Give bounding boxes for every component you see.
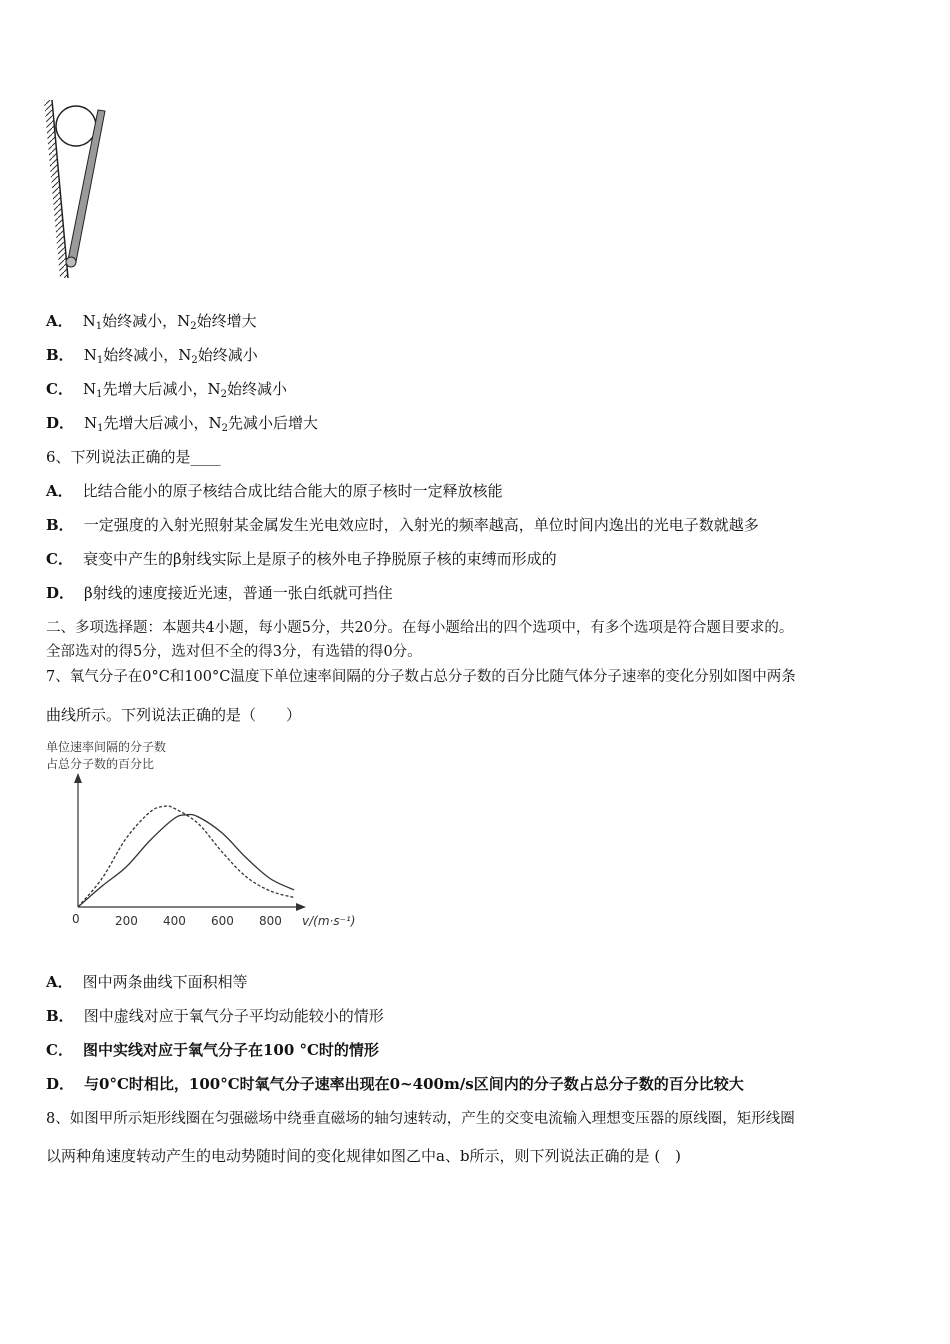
q8-stem-line1: 8、如图甲所示矩形线圈在匀强磁场中绕垂直磁场的轴匀速转动，产生的交变电流输入理想变压器的原线圈，矩形线圈 [46, 1111, 795, 1127]
hinge [66, 257, 76, 267]
q7-stem-line2: 曲线所示。下列说法正确的是（ ） [46, 706, 302, 724]
q5-option-a[interactable]: A． $N_1$始终减小，$N_2$始终增大 [46, 312, 257, 332]
chart-xtick-label: 600 [211, 914, 234, 928]
section2-line2: 全部选对的得5分，选对但不全的得3分，有选错的得0分。 [46, 644, 422, 660]
q7-option-d[interactable]: D． 与0°C时相比，100°C时氧气分子速率出现在0~400m/s区间内的分子数占总分子数的百分比较大 [46, 1075, 744, 1093]
q8-stem-line2: 以两种角速度转动产生的电动势随时间的变化规律如图乙中a、b所示，则下列说法正确的是 ( ) [46, 1147, 682, 1165]
chart-x-arrow [296, 903, 306, 911]
q7-option-c[interactable]: C． 图中实线对应于氧气分子在100 °C时的情形 [46, 1041, 379, 1059]
q6-option-b[interactable]: B． 一定强度的入射光照射某金属发生光电效应时，入射光的频率越高，单位时间内逸出的光电子数就越多 [46, 516, 759, 534]
chart-origin-label: 0 [72, 912, 80, 926]
ball [56, 106, 96, 146]
q6-stem: 6、下列说法正确的是____ [46, 448, 221, 466]
chart-xlabel: v/(m·s⁻¹) [302, 914, 356, 928]
q7-stem-line1: 7、氧气分子在0°C和100°C温度下单位速率间隔的分子数占总分子数的百分比随气体分子速率的变化分别如图中两条 [46, 669, 796, 685]
q5-option-b[interactable]: B． $N_1$始终减小，$N_2$始终减小 [46, 346, 258, 366]
q6-option-a[interactable]: A． 比结合能小的原子核结合成比结合能大的原子核时一定释放核能 [46, 482, 503, 500]
chart-xtick-label: 200 [115, 914, 138, 928]
chart-ylabel-line2: 占总分子数的百分比 [46, 757, 155, 771]
q5-option-d[interactable]: D． $N_1$先增大后减小，$N_2$先减小后增大 [46, 414, 319, 434]
speed-distribution-chart [40, 735, 370, 940]
wall-ball-board-figure [40, 98, 120, 293]
q5-option-c[interactable]: C． $N_1$先增大后减小，$N_2$始终减小 [46, 380, 287, 400]
chart-xtick-label: 400 [163, 914, 186, 928]
q6-option-d[interactable]: D． β射线的速度接近光速，普通一张白纸就可挡住 [46, 584, 393, 602]
curve-dashed [78, 806, 294, 907]
chart-ylabel-line1: 单位速率间隔的分子数 [46, 740, 167, 754]
section2-line1: 二、多项选择题：本题共4小题，每小题5分，共20分。在每小题给出的四个选项中，有多个选项是符合题目要求的。 [46, 620, 794, 636]
chart-y-arrow [74, 773, 82, 783]
q7-option-a[interactable]: A． 图中两条曲线下面积相等 [46, 973, 248, 991]
q6-option-c[interactable]: C． 衰变中产生的β射线实际上是原子的核外电子挣脱原子核的束缚而形成的 [46, 550, 557, 568]
q7-option-b[interactable]: B． 图中虚线对应于氧气分子平均动能较小的情形 [46, 1007, 384, 1025]
chart-xtick-label: 800 [259, 914, 282, 928]
curve-solid [78, 815, 294, 907]
